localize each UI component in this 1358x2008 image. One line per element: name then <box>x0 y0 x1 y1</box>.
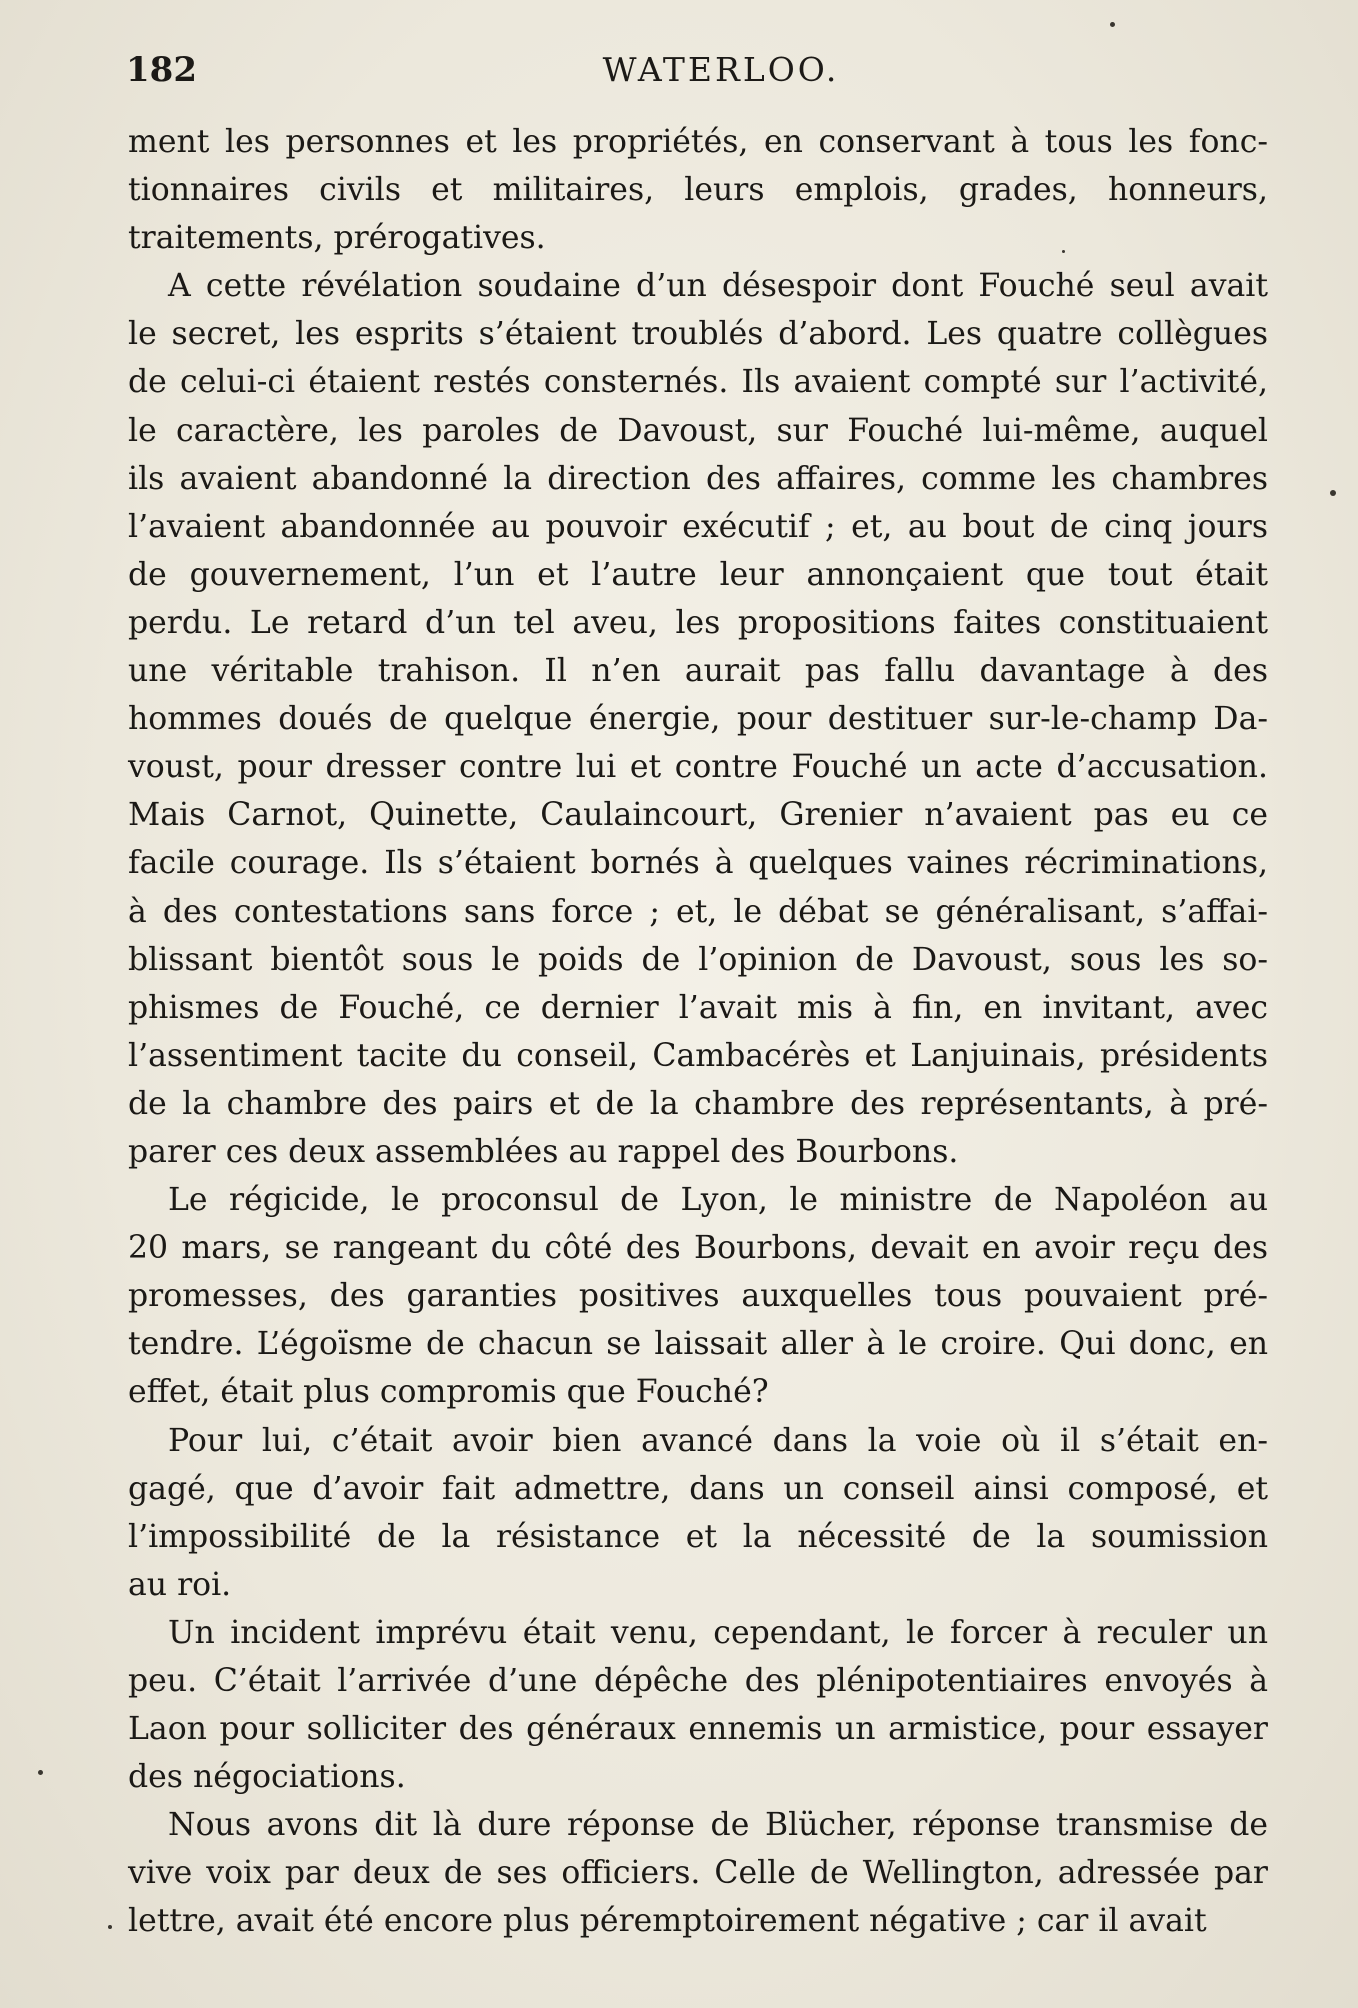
text-line: de gouvernement, l’un et l’autre leur annonçaient que tout était <box>128 556 1268 593</box>
text-line: ment les personnes et les propriétés, en conservant à tous les fonc- <box>128 124 1268 160</box>
text-line: au roi. <box>128 1566 232 1603</box>
text-line: traitements, prérogatives. <box>128 220 546 257</box>
text-line: parer ces deux assemblées au rappel des Bourbons. <box>128 1133 959 1170</box>
text-line: Mais Carnot, Quinette, Caulaincourt, Grenier n’avaient pas eu ce <box>128 797 1268 834</box>
text-line: voust, pour dresser contre lui et contre Fouché un acte d’accusation. <box>128 749 1268 786</box>
text-line: blissant bientôt sous le poids de l’opinion de Davoust, sous les so- <box>128 941 1268 978</box>
text-line: ils avaient abandonné la direction des affaires, comme les chambres <box>128 460 1268 497</box>
text-line: facile courage. Ils s’étaient bornés à quelques vaines récriminations, <box>128 845 1268 882</box>
text-line: l’assentiment tacite du conseil, Cambacérès et Lanjuinais, présidents <box>128 1037 1268 1074</box>
text-line: effet, était plus compromis que Fouché? <box>128 1374 769 1411</box>
paragraph <box>128 1609 1268 1801</box>
text-line: vive voix par deux de ses officiers. Celle de Wellington, adressée par <box>128 1855 1268 1892</box>
paragraph <box>128 1417 1268 1609</box>
text-line: tionnaires civils et militaires, leurs emplois, grades, honneurs, <box>128 172 1268 209</box>
text-line: tendre. L’égoïsme de chacun se laissait aller à le croire. Qui donc, en <box>128 1326 1268 1363</box>
text-line: une véritable trahison. Il n’en aurait pas fallu davantage à des <box>128 653 1268 690</box>
text-line: phismes de Fouché, ce dernier l’avait mis à fin, en invitant, avec <box>128 989 1268 1026</box>
page-number: 182 <box>126 50 197 90</box>
text-line: lettre, avait été encore plus péremptoirement négative ; car il avait <box>128 1903 1207 1940</box>
text-line: le caractère, les paroles de Davoust, sur Fouché lui-même, auquel <box>128 412 1268 449</box>
paragraph <box>128 1801 1268 1945</box>
print-speck <box>1110 22 1115 27</box>
text-line: gagé, que d’avoir fait admettre, dans un conseil ainsi composé, et <box>128 1470 1268 1507</box>
paragraph <box>128 118 1268 262</box>
text-line: de celui-ci étaient restés consternés. Ils avaient compté sur l’activité, <box>128 364 1268 401</box>
text-line: Un incident imprévu était venu, cependant, le forcer à reculer un <box>168 1614 1268 1651</box>
print-speck <box>1062 250 1065 253</box>
text-line: promesses, des garanties positives auxquelles tous pouvaient pré- <box>128 1278 1268 1315</box>
text-line: des négociations. <box>128 1759 406 1796</box>
text-line: le secret, les esprits s’étaient troublés d’abord. Les quatre collègues <box>128 316 1268 353</box>
text-line: de la chambre des pairs et de la chambre des représentants, à pré- <box>128 1085 1268 1122</box>
text-line: perdu. Le retard d’un tel aveu, les propositions faites constituaient <box>128 604 1268 641</box>
text-line: A cette révélation soudaine d’un désespoir dont Fouché seul avait <box>168 268 1268 305</box>
body-text <box>128 118 1268 1946</box>
print-speck <box>108 1925 112 1929</box>
text-line: Le régicide, le proconsul de Lyon, le ministre de Napoléon au <box>168 1182 1268 1219</box>
print-speck <box>1330 490 1336 496</box>
text-line: Pour lui, c’était avoir bien avancé dans la voie où il s’était en- <box>168 1422 1268 1459</box>
text-line: l’impossibilité de la résistance et la nécessité de la soumission <box>128 1518 1268 1555</box>
text-line: 20 mars, se rangeant du côté des Bourbons, devait en avoir reçu des <box>128 1230 1268 1267</box>
text-line: l’avaient abandonnée au pouvoir exécutif ; et, au bout de cinq jours <box>128 508 1268 545</box>
paragraph <box>128 262 1268 1176</box>
print-speck <box>38 1770 43 1775</box>
running-title: WATERLOO. <box>602 50 840 89</box>
text-line: Nous avons dit là dure réponse de Blücher, réponse transmise de <box>168 1807 1268 1844</box>
text-line: Laon pour solliciter des généraux ennemis un armistice, pour essayer <box>128 1711 1268 1748</box>
text-line: à des contestations sans force ; et, le débat se généralisant, s’affai- <box>128 893 1268 930</box>
paragraph <box>128 1176 1268 1416</box>
text-line: peu. C’était l’arrivée d’une dépêche des plénipotentiaires envoyés à <box>128 1663 1268 1699</box>
text-line: hommes doués de quelque énergie, pour destituer sur-le-champ Da- <box>128 701 1268 738</box>
page-header <box>126 44 1276 104</box>
